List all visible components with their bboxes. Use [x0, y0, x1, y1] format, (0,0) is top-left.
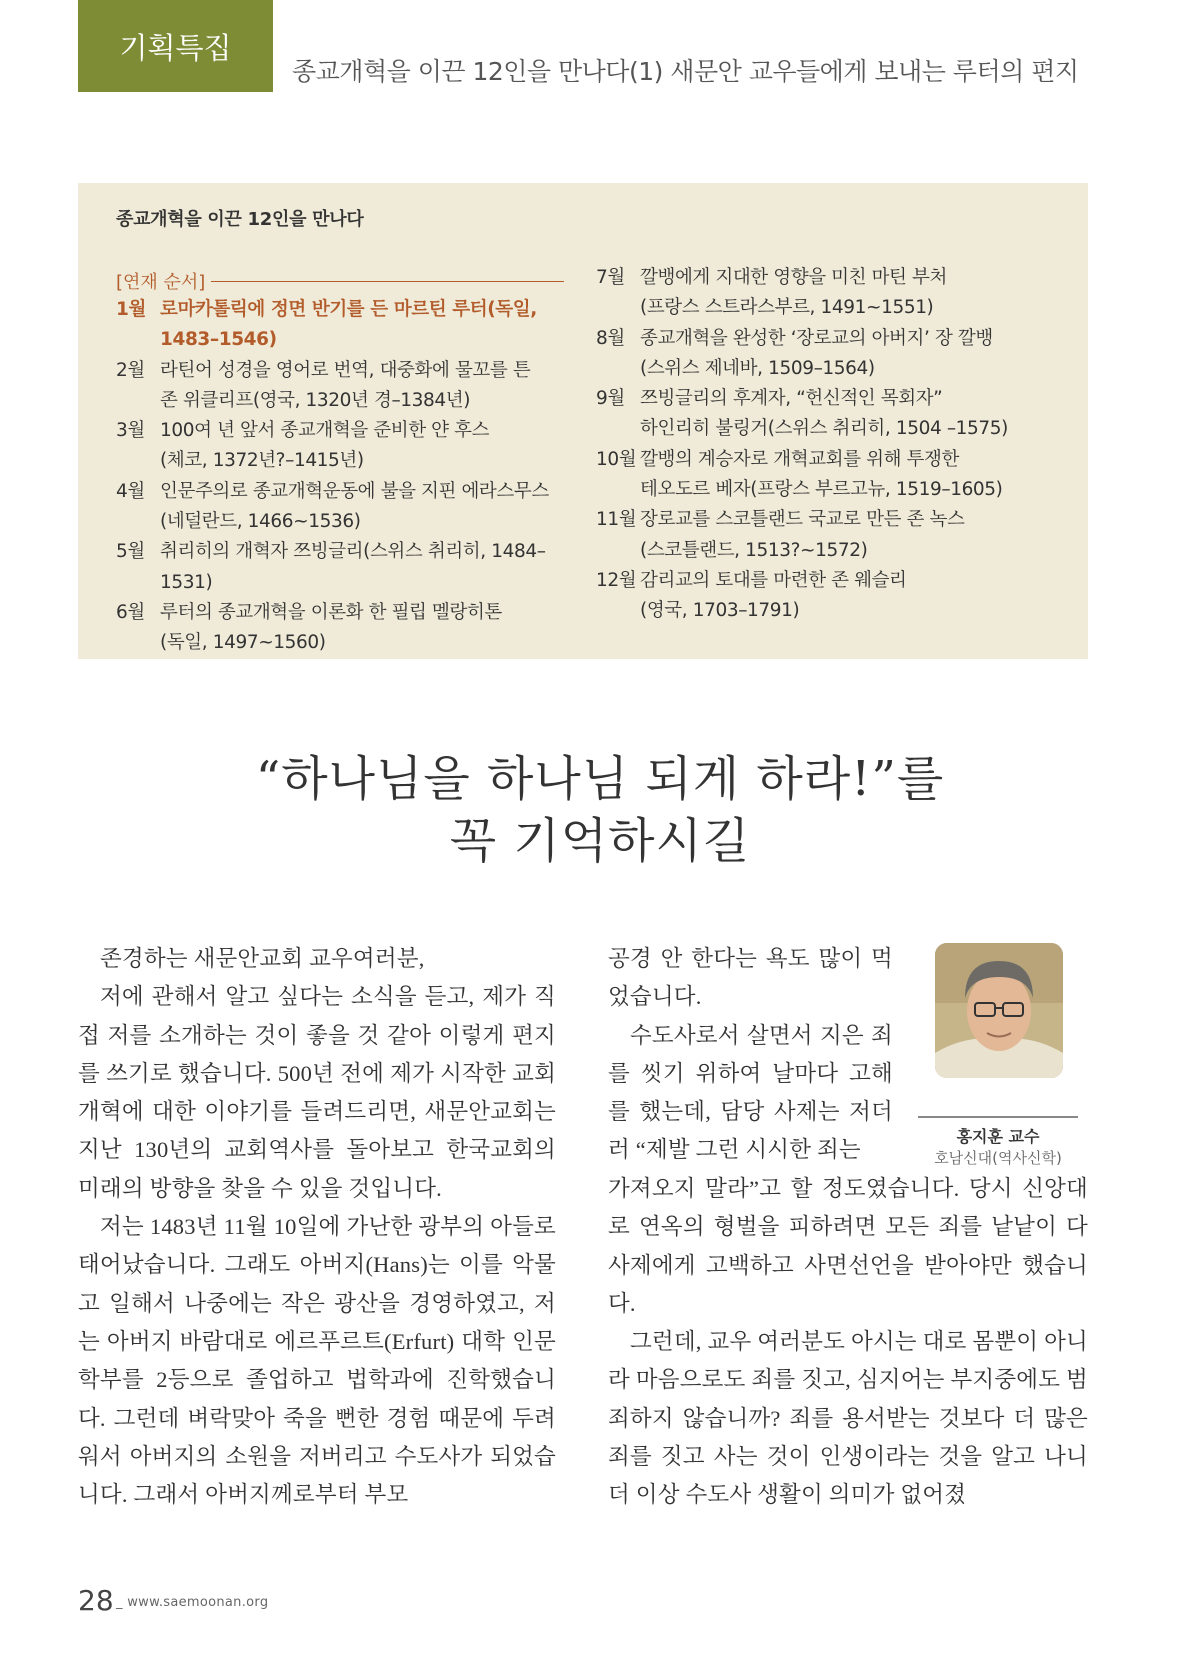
- body-paragraph: 가져오지 말라”고 할 정도였습니다. 당시 신앙대로 연옥의 형벌을 피하려면 모든 죄를 낱낱이 다 사제에게 고백하고 사면선언을 받아야만 했습니다.: [608, 1176, 1088, 1316]
- series-entry-line: [116, 446, 576, 476]
- series-entry-line: [596, 566, 1076, 596]
- series-list-left: [116, 295, 576, 659]
- series-heading: 종교개혁을 이끈 12인을 만나다: [116, 209, 364, 230]
- article-headline: [0, 748, 1200, 872]
- series-entry-line: [596, 414, 1076, 444]
- series-box: [78, 183, 1088, 659]
- body-paragraph: 공경 안 한다는 욕도 많이 먹었습니다.: [608, 946, 893, 1010]
- series-entry-line: [596, 596, 1076, 626]
- body-paragraph: 존경하는 새문안교회 교우여러분,: [100, 946, 425, 971]
- series-entry-line: [596, 475, 1076, 505]
- footer-website: _ www.saemoonan.org: [116, 1595, 269, 1610]
- series-entry-text: 종교개혁을 완성한 ‘장로교의 아버지’ 장 깔뱅: [640, 327, 993, 349]
- series-entry-line: [596, 505, 1076, 535]
- series-month: [596, 293, 640, 323]
- series-entry-text: 인문주의로 종교개혁운동에 불을 지핀 에라스무스: [160, 480, 549, 502]
- series-month: [116, 507, 160, 537]
- section-tag: 기획특집: [78, 0, 273, 92]
- series-order-label: [116, 268, 564, 294]
- series-entry-line: [116, 537, 576, 598]
- series-entry-line: [116, 386, 576, 416]
- body-paragraph: 저에 관해서 알고 싶다는 소식을 듣고, 제가 직접 저를 소개하는 것이 좋을 것 같아 이렇게 편지를 쓰기로 했습니다. 500년 전에 제가 시작한 교회개혁에 대한 이야기를 들려드리면, 새문안교회는 지난 130년의 교회역사를 돌아보고 한국교회의 미래의 방향을 찾을 수 있을 것입니다.: [78, 984, 556, 1201]
- series-entry-text: (스위스 제네바, 1509–1564): [640, 357, 875, 379]
- series-entry-text: (프랑스 스트라스부르, 1491~1551): [640, 297, 934, 319]
- series-month: 1월: [116, 299, 146, 320]
- series-entry-line: [116, 325, 576, 355]
- series-entry-line: [596, 263, 1076, 293]
- series-entry-text: 존 위클리프(영국, 1320년 경–1384년): [160, 389, 471, 411]
- body-paragraph: 수도사로서 살면서 지은 죄를 씻기 위하여 날마다 고해를 했는데, 담당 사제는 저더러 “제발 그런 시시한 죄는: [608, 1022, 893, 1163]
- series-month: 5월: [116, 541, 145, 563]
- body-column-right-top: [608, 940, 893, 1170]
- headline-line-1: “하나님을 하나님 되게 하라!”를: [255, 751, 945, 807]
- series-month: 11월: [596, 509, 637, 531]
- series-month: [596, 414, 640, 444]
- series-entry-text: 하인리히 불링거(스위스 취리히, 1504 –1575): [640, 418, 1008, 440]
- series-month: 7월: [596, 267, 625, 288]
- series-month: [596, 536, 640, 566]
- series-entry-text: 쯔빙글리의 후계자, “헌신적인 목회자”: [640, 388, 943, 410]
- series-month: 4월: [116, 480, 145, 502]
- series-entry-text: 테오도르 베자(프랑스 부르고뉴, 1519–1605): [640, 479, 1003, 501]
- series-entry-line: [596, 384, 1076, 414]
- series-entry-line: [116, 507, 576, 537]
- series-month: [116, 386, 160, 416]
- series-entry-text: 깔뱅에게 지대한 영향을 미친 마틴 부처: [640, 267, 947, 288]
- series-month: 9월: [596, 388, 625, 410]
- series-entry-text: 로마카톨릭에 정면 반기를 든 마르틴 루터(독일,: [160, 299, 537, 320]
- series-month: [596, 475, 640, 505]
- series-entry-line: [596, 445, 1076, 475]
- page-number: 28: [78, 1584, 114, 1617]
- series-entry-text: 루터의 종교개혁을 이론화 한 필립 멜랑히톤: [160, 601, 502, 623]
- body-column-left: [78, 940, 556, 1514]
- series-month: [596, 354, 640, 384]
- series-entry-text: 라틴어 성경을 영어로 번역, 대중화에 물꼬를 튼: [160, 359, 531, 381]
- series-entry-line: [596, 324, 1076, 354]
- series-month: [116, 446, 160, 476]
- author-affiliation: 호남신대(역사신학): [934, 1149, 1062, 1167]
- page-header-title: 종교개혁을 이끈 12인을 만나다(1) 새문안 교우들에게 보내는 루터의 편지: [292, 57, 1079, 86]
- series-entry-line: [596, 354, 1076, 384]
- series-entry-text: (독일, 1497~1560): [160, 632, 326, 654]
- series-entry-line: [596, 293, 1076, 323]
- series-month: 10월: [596, 448, 637, 470]
- series-month: 8월: [596, 327, 625, 349]
- series-entry-text: (스코틀랜드, 1513?~1572): [640, 539, 868, 561]
- series-list-right: [596, 263, 1076, 627]
- caption-rule: [918, 1116, 1078, 1118]
- series-month: 12월: [596, 569, 637, 591]
- series-entry-line: [116, 356, 576, 386]
- series-entry-text: (체코, 1372년?–1415년): [160, 450, 364, 472]
- series-month: [596, 596, 640, 626]
- series-entry-line: [116, 477, 576, 507]
- author-portrait-image: [935, 943, 1063, 1078]
- series-entry-text: 1483–1546): [160, 329, 277, 351]
- series-entry-line: [116, 295, 576, 325]
- series-entry-text: 100여 년 앞서 종교개혁을 준비한 얀 후스: [160, 420, 490, 442]
- series-entry-text: 깔뱅의 계승자로 개혁교회를 위해 투쟁한: [640, 448, 959, 470]
- series-entry-text: 취리히의 개혁자 쯔빙글리(스위스 취리히, 1484–1531): [160, 541, 546, 593]
- body-paragraph: 저는 1483년 11월 10일에 가난한 광부의 아들로 태어났습니다. 그래도 아버지(Hans)는 이를 악물고 일해서 나중에는 작은 광산을 경영하였고, 저는 아버지 바람대로 에르푸르트(Erfurt) 대학 인문학부를 2등으로 졸업하고 법학과에 진학했습니다. 그런데 벼락맞아 죽을 뻔한 경험 때문에 두려워서 아버지의 소원을 저버리고 수도사가 되었습니다. 그래서 아버지께로부터 부모: [78, 1214, 556, 1508]
- series-entry-text: (영국, 1703–1791): [640, 600, 800, 622]
- body-paragraph: 그런데, 교우 여러분도 아시는 대로 몸뿐이 아니라 마음으로도 죄를 짓고, 심지어는 부지중에도 범죄하지 않습니까? 죄를 용서받는 것보다 더 많은 죄를 짓고 사는 것이 인생이라는 것을 알고 나니 더 이상 수도사 생활이 의미가 없어졌: [608, 1329, 1088, 1508]
- author-photo: [935, 943, 1063, 1078]
- series-entry-line: [116, 598, 576, 628]
- series-label-rule: [211, 281, 564, 282]
- body-column-right: [608, 1170, 1088, 1515]
- series-month: [116, 325, 160, 355]
- series-entry-text: 장로교를 스코틀랜드 국교로 만든 존 녹스: [640, 509, 965, 531]
- series-order-label-text: [연재 순서]: [116, 272, 206, 293]
- series-entry-text: (네덜란드, 1466~1536): [160, 511, 361, 533]
- series-month: 6월: [116, 601, 145, 623]
- series-month: 3월: [116, 420, 145, 442]
- headline-line-2: 꼭 기억하시길: [449, 813, 751, 869]
- series-entry-text: 감리교의 토대를 마련한 존 웨슬리: [640, 569, 907, 591]
- series-month: 2월: [116, 359, 145, 381]
- series-entry-line: [116, 628, 576, 658]
- series-entry-line: [116, 416, 576, 446]
- series-month: [116, 628, 160, 658]
- author-name: 홍지훈 교수: [956, 1127, 1040, 1146]
- series-entry-line: [596, 536, 1076, 566]
